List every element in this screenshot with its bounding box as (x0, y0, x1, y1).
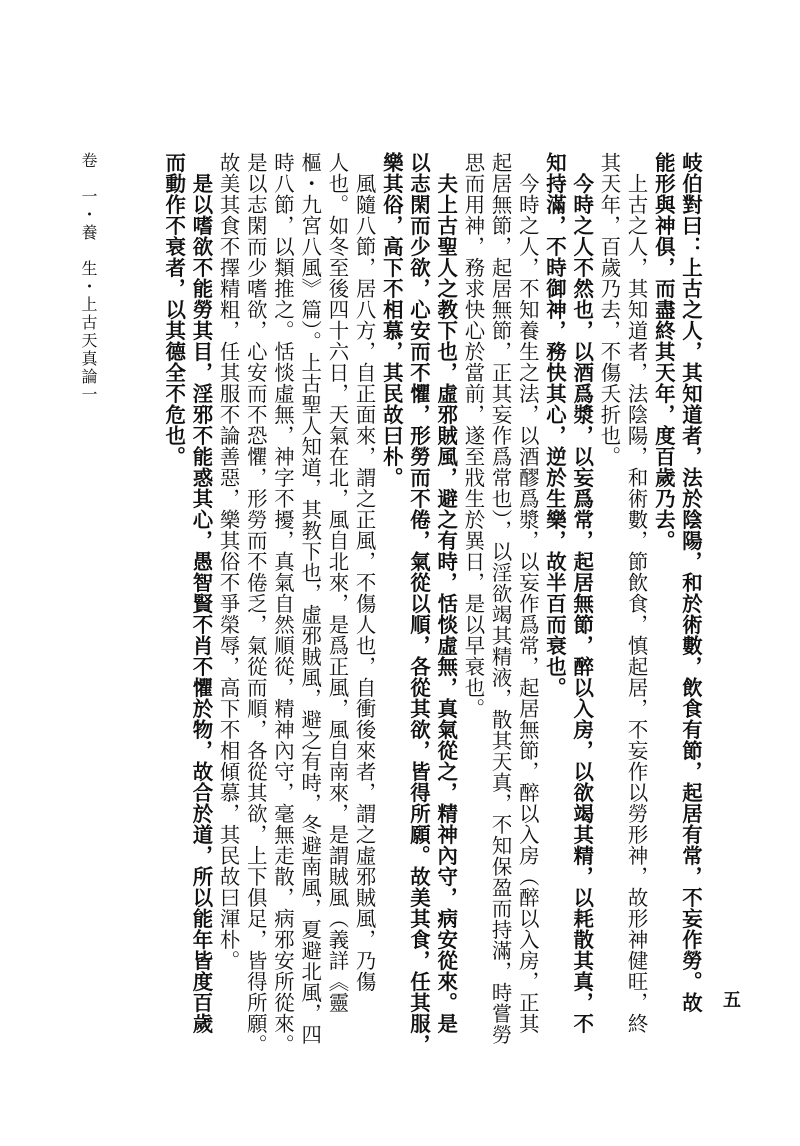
text-column: 上古之人，其知道者，法陰陽，和術數，節飲食，慎起居，不妄作以勞形神，故形神健旺，終 (624, 152, 649, 1034)
text-column: 今時之人不然也，以酒爲漿，以妄爲常，起居無節，醉以入房，以欲竭其精，以耗散其真，不 (570, 152, 595, 1034)
text-column: 岐伯對曰：上古之人，其知道者，法於陰陽，和於術數，飲食有節，起居有常，不妄作勞。故 (679, 152, 703, 1013)
text-column: 是以志閑而少嗜欲，心安而不恐懼，形勞而不倦乏，氣從而順，各從其欲，上下俱足，皆得所願。 (243, 152, 268, 1055)
text-column: 夫上古聖人之教下也，虛邪賊風，避之有時，恬惔虛無，真氣從之，精神內守，病安從來。是 (434, 152, 459, 1034)
running-header: 卷 一・養 生・上古天真論一 (79, 152, 98, 404)
text-column: 人也。如冬至後四十六日，天氣在北，風自北來，是爲正風，風自南來，是謂賊風（義詳《靈 (325, 152, 350, 1013)
text-column: 以志閑而少欲，心安而不懼，形勞而不倦，氣從以順，各從其欲，皆得所願。故美其食，任其服， (407, 152, 431, 1055)
text-column: 其天年，百歲乃去，不傷夭折也。 (597, 152, 622, 467)
text-column: 知持滿，不時御神，務快其心，逆於生樂，故半百而衰也。 (543, 152, 567, 698)
text-column: 樂其俗，高下不相慕，其民故曰朴。 (379, 152, 404, 488)
text-column: 風隨八節，居八方，自正面來，謂之正風，不傷人也，自衝後來者，謂之虛邪賊風，乃傷 (352, 152, 377, 992)
text-column: 時八節，以類推之。恬惔虛無，神字不擾，真氣自然順從，精神內守，毫無走散，病邪安所從來。 (271, 152, 295, 1055)
text-column: 樞・九宮八風》篇）。上古聖人知道，其教下也，虛邪賊風，避之有時，冬避南風，夏避北風，四 (298, 152, 323, 1045)
page-number: 五 (720, 990, 741, 1008)
text-column: 起居無節，起居無節，正其妄作爲常也），以淫欲竭其精液，散其天真，不知保盈而持滿，時嘗勞 (488, 152, 513, 1045)
text-column: 是以嗜欲不能勞其目，淫邪不能惑其心，愚智賢不肖不懼於物，故合於道，所以能年皆度百歲 (189, 152, 214, 1034)
text-column: 能形與神俱，而盡終其天年，度百歲乃去。 (651, 152, 676, 551)
text-column: 而動作不衰者，以其德全不危也。 (162, 152, 187, 467)
text-column: 今時之人，不知養生之法，以酒醪爲漿，以妄作爲常，起居無節，醉以入房（醉以入房，正其 (515, 152, 540, 1034)
text-column: 故美其食不擇精粗，任其服不論善惡，樂其俗不爭榮辱，高下不相傾慕，其民故曰渾朴。 (216, 152, 241, 971)
text-column: 思而用神，務求快心於當前，遂至戕生於異日，是以早衰也。 (461, 152, 486, 719)
